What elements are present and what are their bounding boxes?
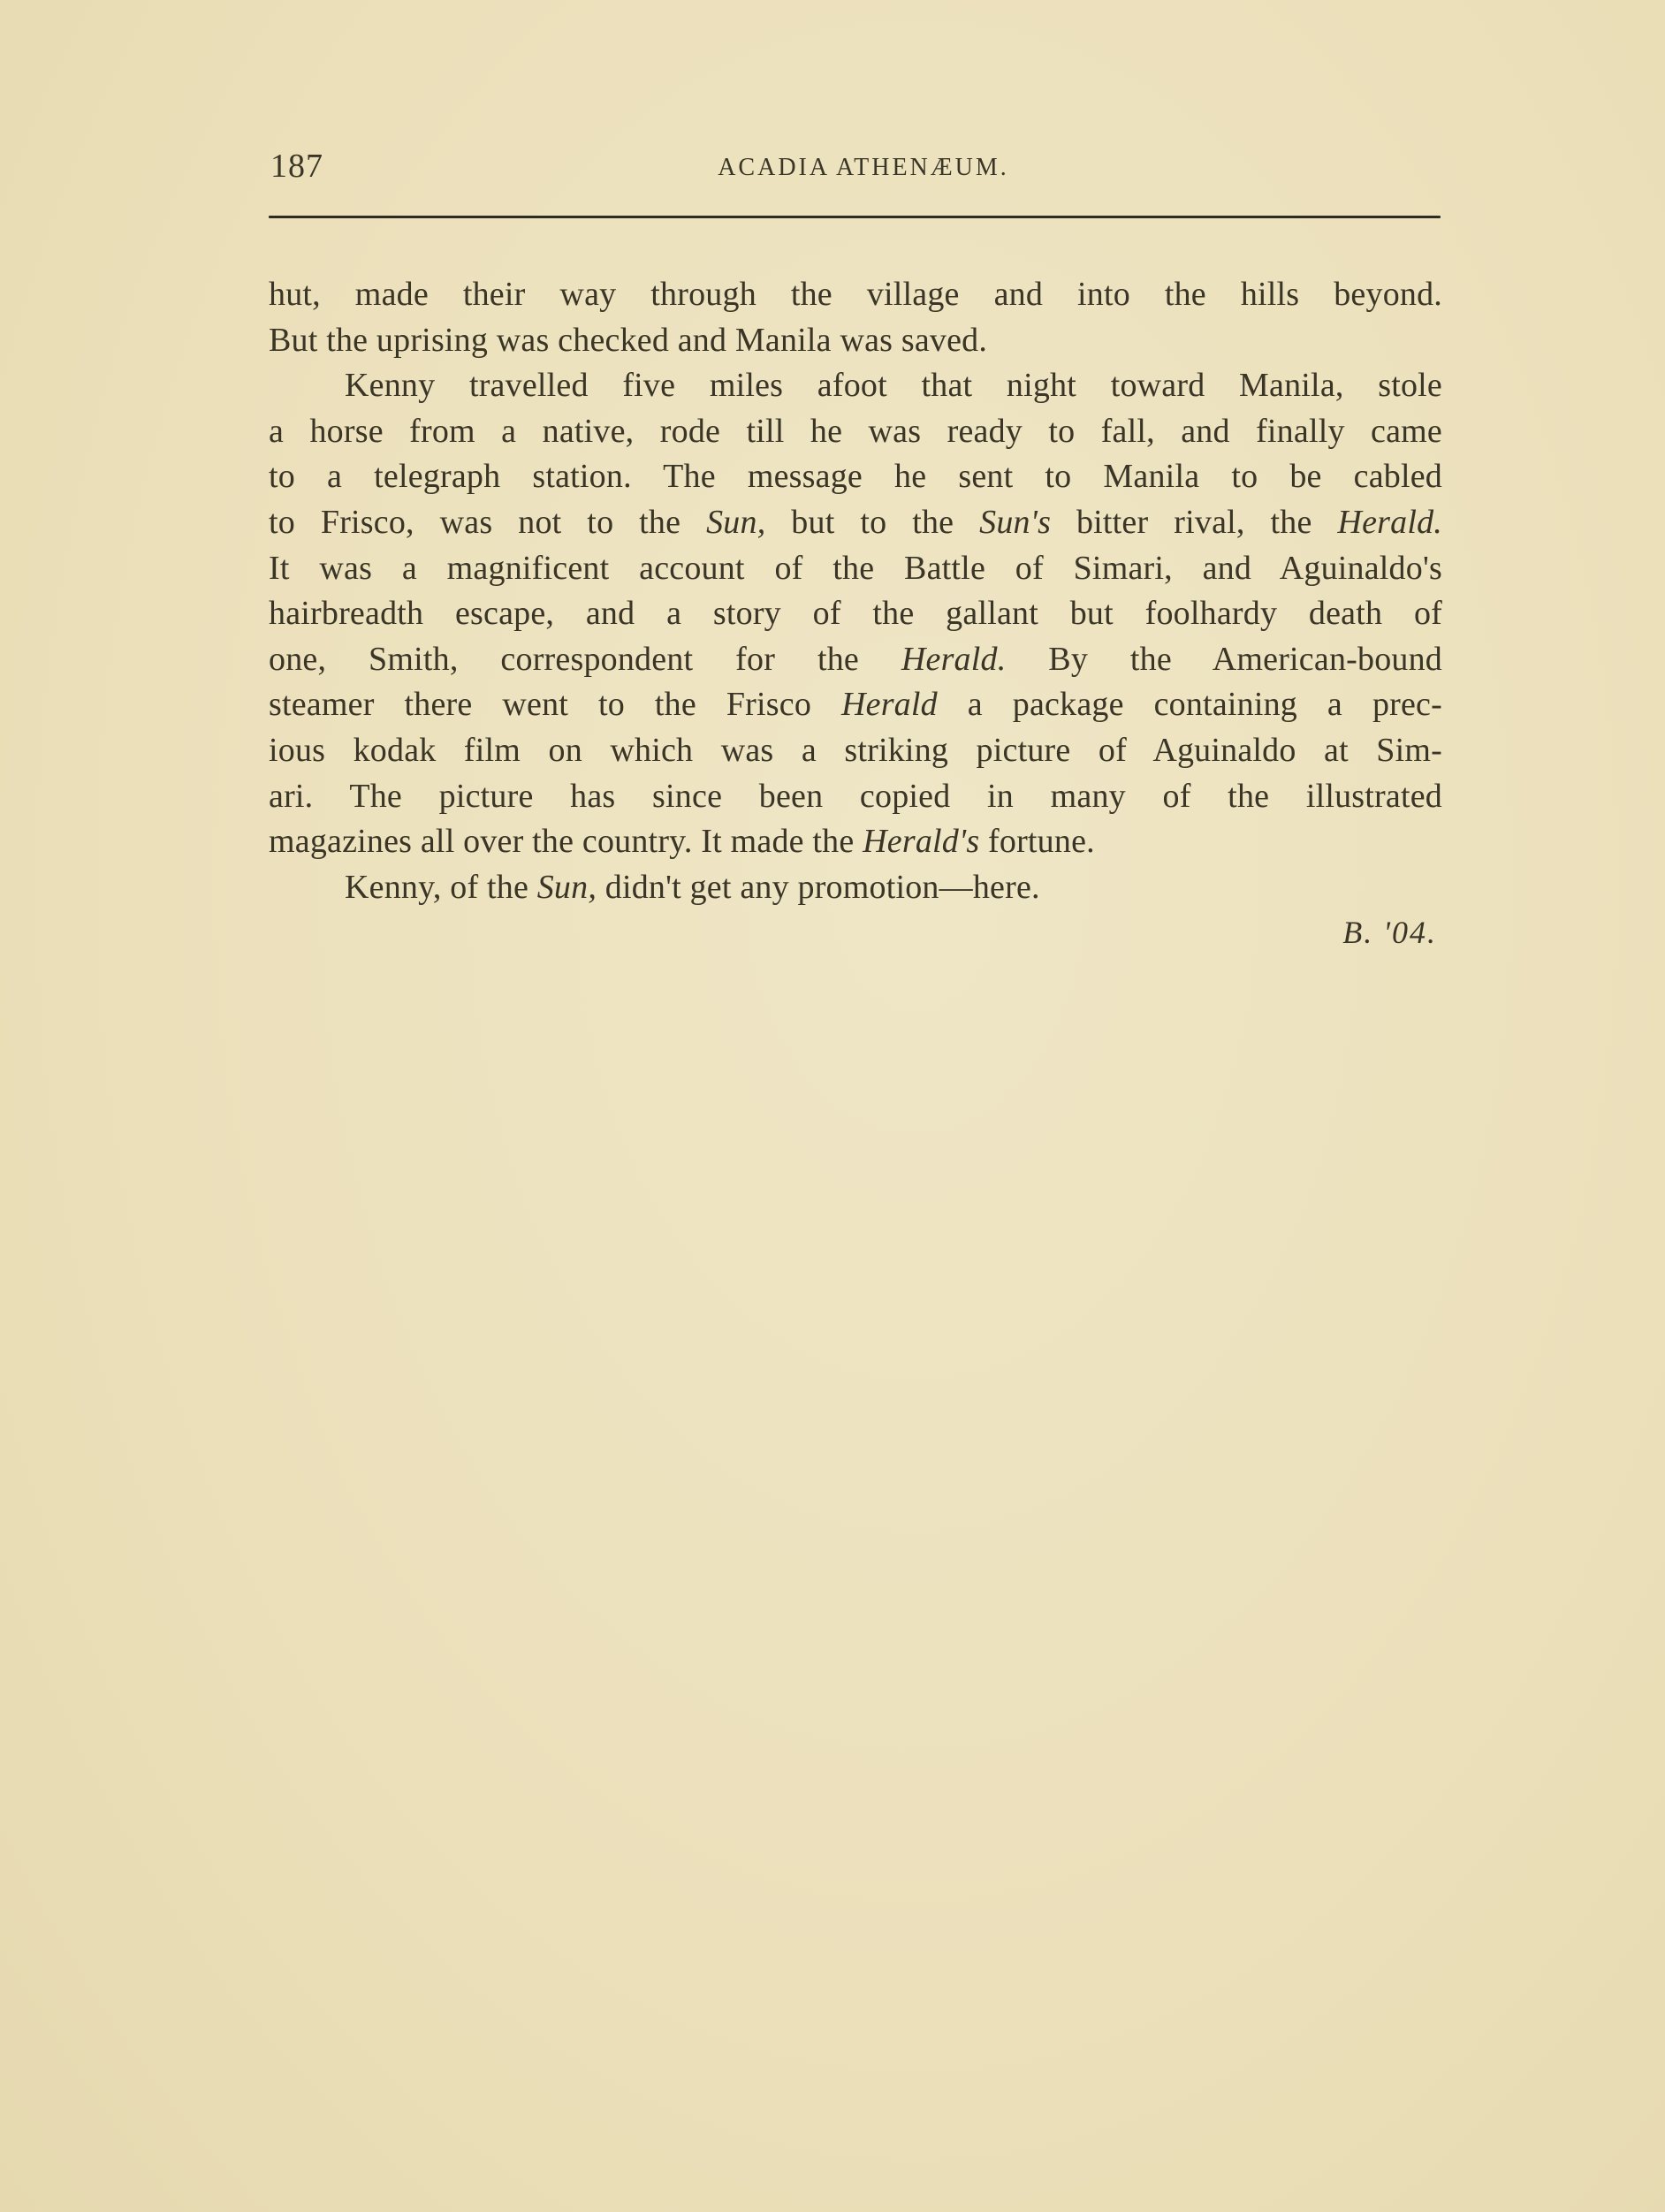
text-run: a package containing a prec-: [937, 686, 1442, 724]
author-signature: B. '04.: [1342, 915, 1437, 951]
text-run: didn't get any promotion—here.: [597, 868, 1040, 906]
header-rule: [269, 216, 1441, 218]
text-line: a horse from a native, rode till he was ready to fall, and finally came: [269, 412, 1442, 450]
text-line: [269, 865, 1442, 911]
article-body: [269, 272, 1442, 956]
italic-title-herald: Herald's: [863, 823, 980, 861]
text-line: It was a magnificent account of the Battle of Simari, and Aguinaldo's: [269, 549, 1442, 587]
text-line: ari. The picture has since been copied in many of the illustrated: [269, 777, 1442, 815]
italic-title-herald: Herald.: [901, 640, 1007, 678]
italic-title-sun: Sun,: [536, 868, 597, 906]
page-header: [269, 141, 1441, 194]
text-line: But the uprising was checked and Manila was saved.: [269, 321, 988, 359]
italic-title-sun: Sun's: [979, 503, 1052, 541]
italic-title-herald: Herald.: [1337, 503, 1442, 541]
text-run: magazines all over the country. It made the: [269, 823, 863, 861]
text-run: fortune.: [979, 823, 1095, 861]
text-run: Kenny, of the: [345, 868, 537, 906]
text-run: one, Smith, correspondent for the: [269, 640, 901, 678]
text-line: [269, 637, 1442, 683]
italic-title-herald: Herald: [840, 686, 938, 724]
page-number: 187: [270, 148, 323, 185]
text-line: [269, 500, 1442, 546]
text-run: to Frisco, was not to the: [269, 503, 707, 541]
text-run: but to the: [765, 503, 980, 541]
text-line: hairbreadth escape, and a story of the gallant but foolhardy death of: [269, 595, 1442, 633]
text-line: to a telegraph station. The message he sent to Manila to be cabled: [269, 458, 1442, 496]
running-title: ACADIA ATHENÆUM.: [718, 154, 1009, 181]
text-line: [269, 819, 1442, 865]
text-line: [269, 682, 1442, 728]
text-line: Kenny travelled five miles afoot that night toward Manila, stole: [345, 367, 1442, 405]
text-line: ious kodak film on which was a striking picture of Aguinaldo at Sim-: [269, 731, 1442, 769]
text-run: bitter rival, the: [1051, 503, 1338, 541]
text-run: steamer there went to the Frisco: [269, 686, 841, 724]
italic-title-sun: Sun,: [706, 503, 766, 541]
text-run: By the American-bound: [1006, 640, 1442, 678]
text-line: hut, made their way through the village and into the hills beyond.: [269, 276, 1442, 313]
